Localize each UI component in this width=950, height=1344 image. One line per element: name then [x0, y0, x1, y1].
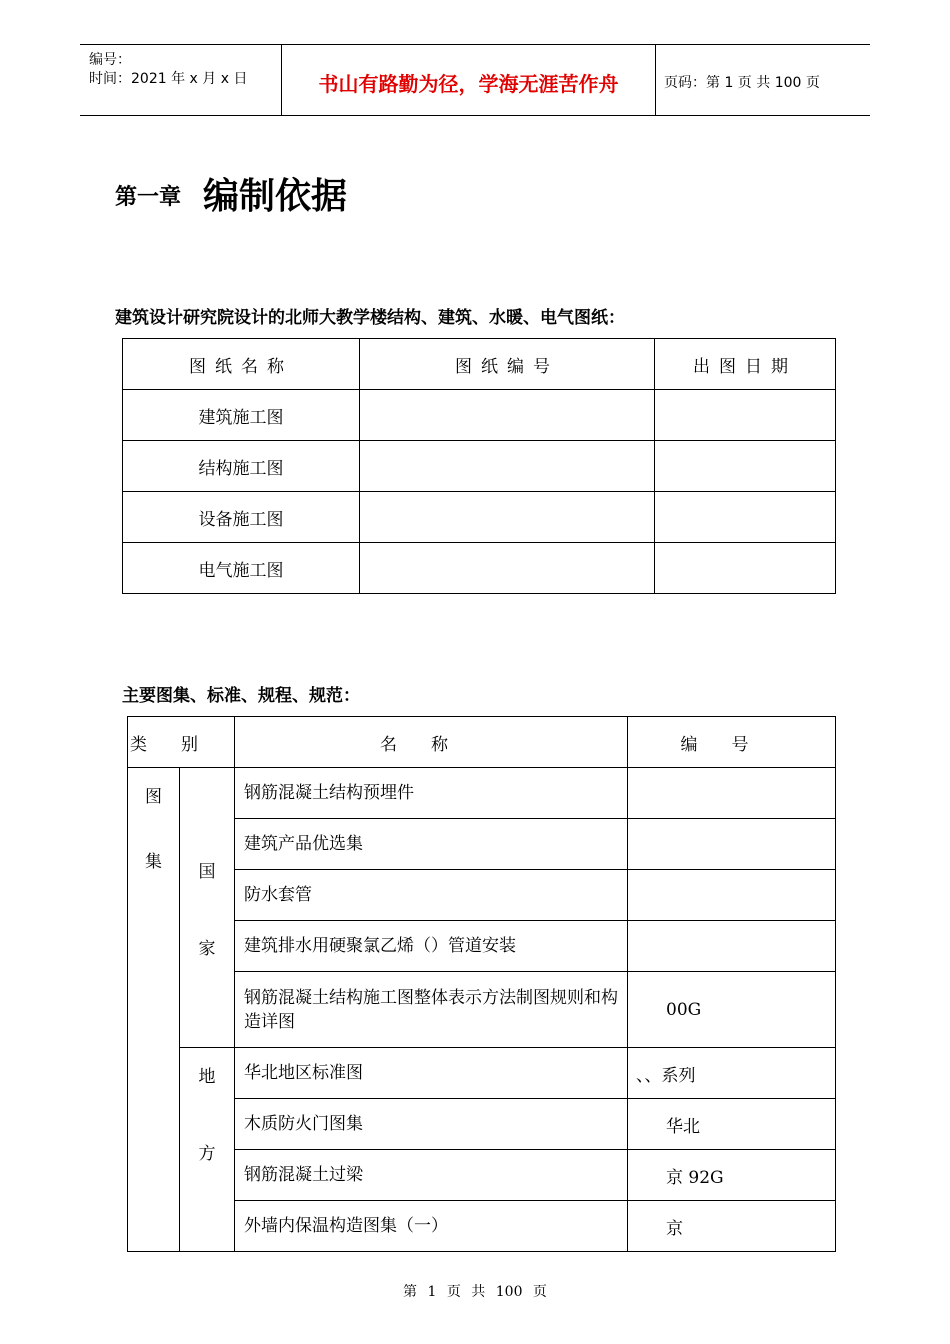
table-header-row	[123, 339, 836, 390]
table-row	[123, 441, 836, 492]
standard-name-cell: 防水套管	[235, 870, 628, 921]
drawing-date-cell	[655, 441, 836, 492]
table-row	[128, 921, 836, 972]
column-header: 出图日期	[655, 339, 836, 390]
drawings-table	[122, 338, 836, 594]
drawing-name-cell: 建筑施工图	[123, 390, 360, 441]
standard-name-cell: 钢筋混凝土结构施工图整体表示方法制图规则和构造详图	[235, 972, 628, 1048]
page-footer: 第 1 页 共 100 页	[403, 1284, 547, 1300]
table-header-row	[128, 717, 836, 768]
drawing-code-cell	[360, 390, 655, 441]
table-row	[128, 768, 836, 819]
standard-code-cell: 京 92G	[628, 1150, 836, 1201]
drawing-name-cell: 电气施工图	[123, 543, 360, 594]
column-header: 名称	[235, 717, 628, 768]
header-motto-cell	[282, 45, 656, 115]
standard-code-cell: 华北	[628, 1099, 836, 1150]
standard-code-cell	[628, 870, 836, 921]
column-header: 编号	[628, 717, 836, 768]
drawing-name-cell: 设备施工图	[123, 492, 360, 543]
standard-code-cell: 京	[628, 1201, 836, 1252]
table-row	[123, 390, 836, 441]
standard-code-cell	[628, 921, 836, 972]
category-cell	[128, 768, 180, 1252]
table-row	[128, 1150, 836, 1201]
column-header: 类别	[128, 717, 235, 768]
standard-code-cell	[628, 768, 836, 819]
group-char: 方	[198, 1144, 216, 1164]
header-motto: 书山有路勤为径，学海无涯苦作舟	[318, 72, 619, 96]
standard-code-cell: 、、系列	[628, 1048, 836, 1099]
table-row	[128, 1048, 836, 1099]
header-page-info: 页码：第 1 页 共 100 页	[664, 75, 820, 91]
table-row	[128, 972, 836, 1048]
group-cell-local	[180, 1048, 235, 1252]
drawing-code-cell	[360, 441, 655, 492]
group-char: 家	[198, 939, 216, 959]
chapter-number: 第一章	[115, 184, 182, 210]
table-row	[128, 819, 836, 870]
page-header	[80, 44, 870, 116]
standard-name-cell: 华北地区标准图	[235, 1048, 628, 1099]
standard-name-cell: 建筑产品优选集	[235, 819, 628, 870]
drawings-heading: 建筑设计研究院设计的北师大教学楼结构、建筑、水暖、电气图纸：	[115, 308, 625, 328]
column-header: 图纸名称	[123, 339, 360, 390]
chapter-title: 编制依据	[203, 175, 348, 217]
drawing-date-cell	[655, 543, 836, 594]
table-row	[123, 543, 836, 594]
standard-name-cell: 建筑排水用硬聚氯乙烯（）管道安装	[235, 921, 628, 972]
standard-name-cell: 钢筋混凝土过梁	[235, 1150, 628, 1201]
standard-name-cell: 外墙内保温构造图集（一）	[235, 1201, 628, 1252]
header-meta	[80, 45, 282, 115]
chapter-heading	[115, 168, 347, 219]
group-char: 地	[198, 1067, 216, 1087]
category-char: 图	[145, 787, 162, 807]
header-page-cell	[656, 45, 870, 115]
table-row	[123, 492, 836, 543]
drawing-code-cell	[360, 543, 655, 594]
number-label: 编号：	[89, 52, 131, 68]
table-row	[128, 1099, 836, 1150]
group-char: 国	[198, 862, 216, 882]
standards-table	[127, 716, 836, 1252]
standards-heading: 主要图集、标准、规程、规范：	[122, 686, 360, 706]
group-cell-national	[180, 768, 235, 1048]
column-header: 图纸编号	[360, 339, 655, 390]
table-row	[128, 870, 836, 921]
table-row	[128, 1201, 836, 1252]
drawing-code-cell	[360, 492, 655, 543]
drawing-date-cell	[655, 492, 836, 543]
standard-code-cell	[628, 819, 836, 870]
time-label: 时间：2021 年 x 月 x 日	[89, 71, 248, 87]
standard-code-cell: 00G	[628, 972, 836, 1048]
category-char: 集	[145, 852, 162, 872]
standard-name-cell: 木质防火门图集	[235, 1099, 628, 1150]
drawing-name-cell: 结构施工图	[123, 441, 360, 492]
standard-name-cell: 钢筋混凝土结构预埋件	[235, 768, 628, 819]
drawing-date-cell	[655, 390, 836, 441]
